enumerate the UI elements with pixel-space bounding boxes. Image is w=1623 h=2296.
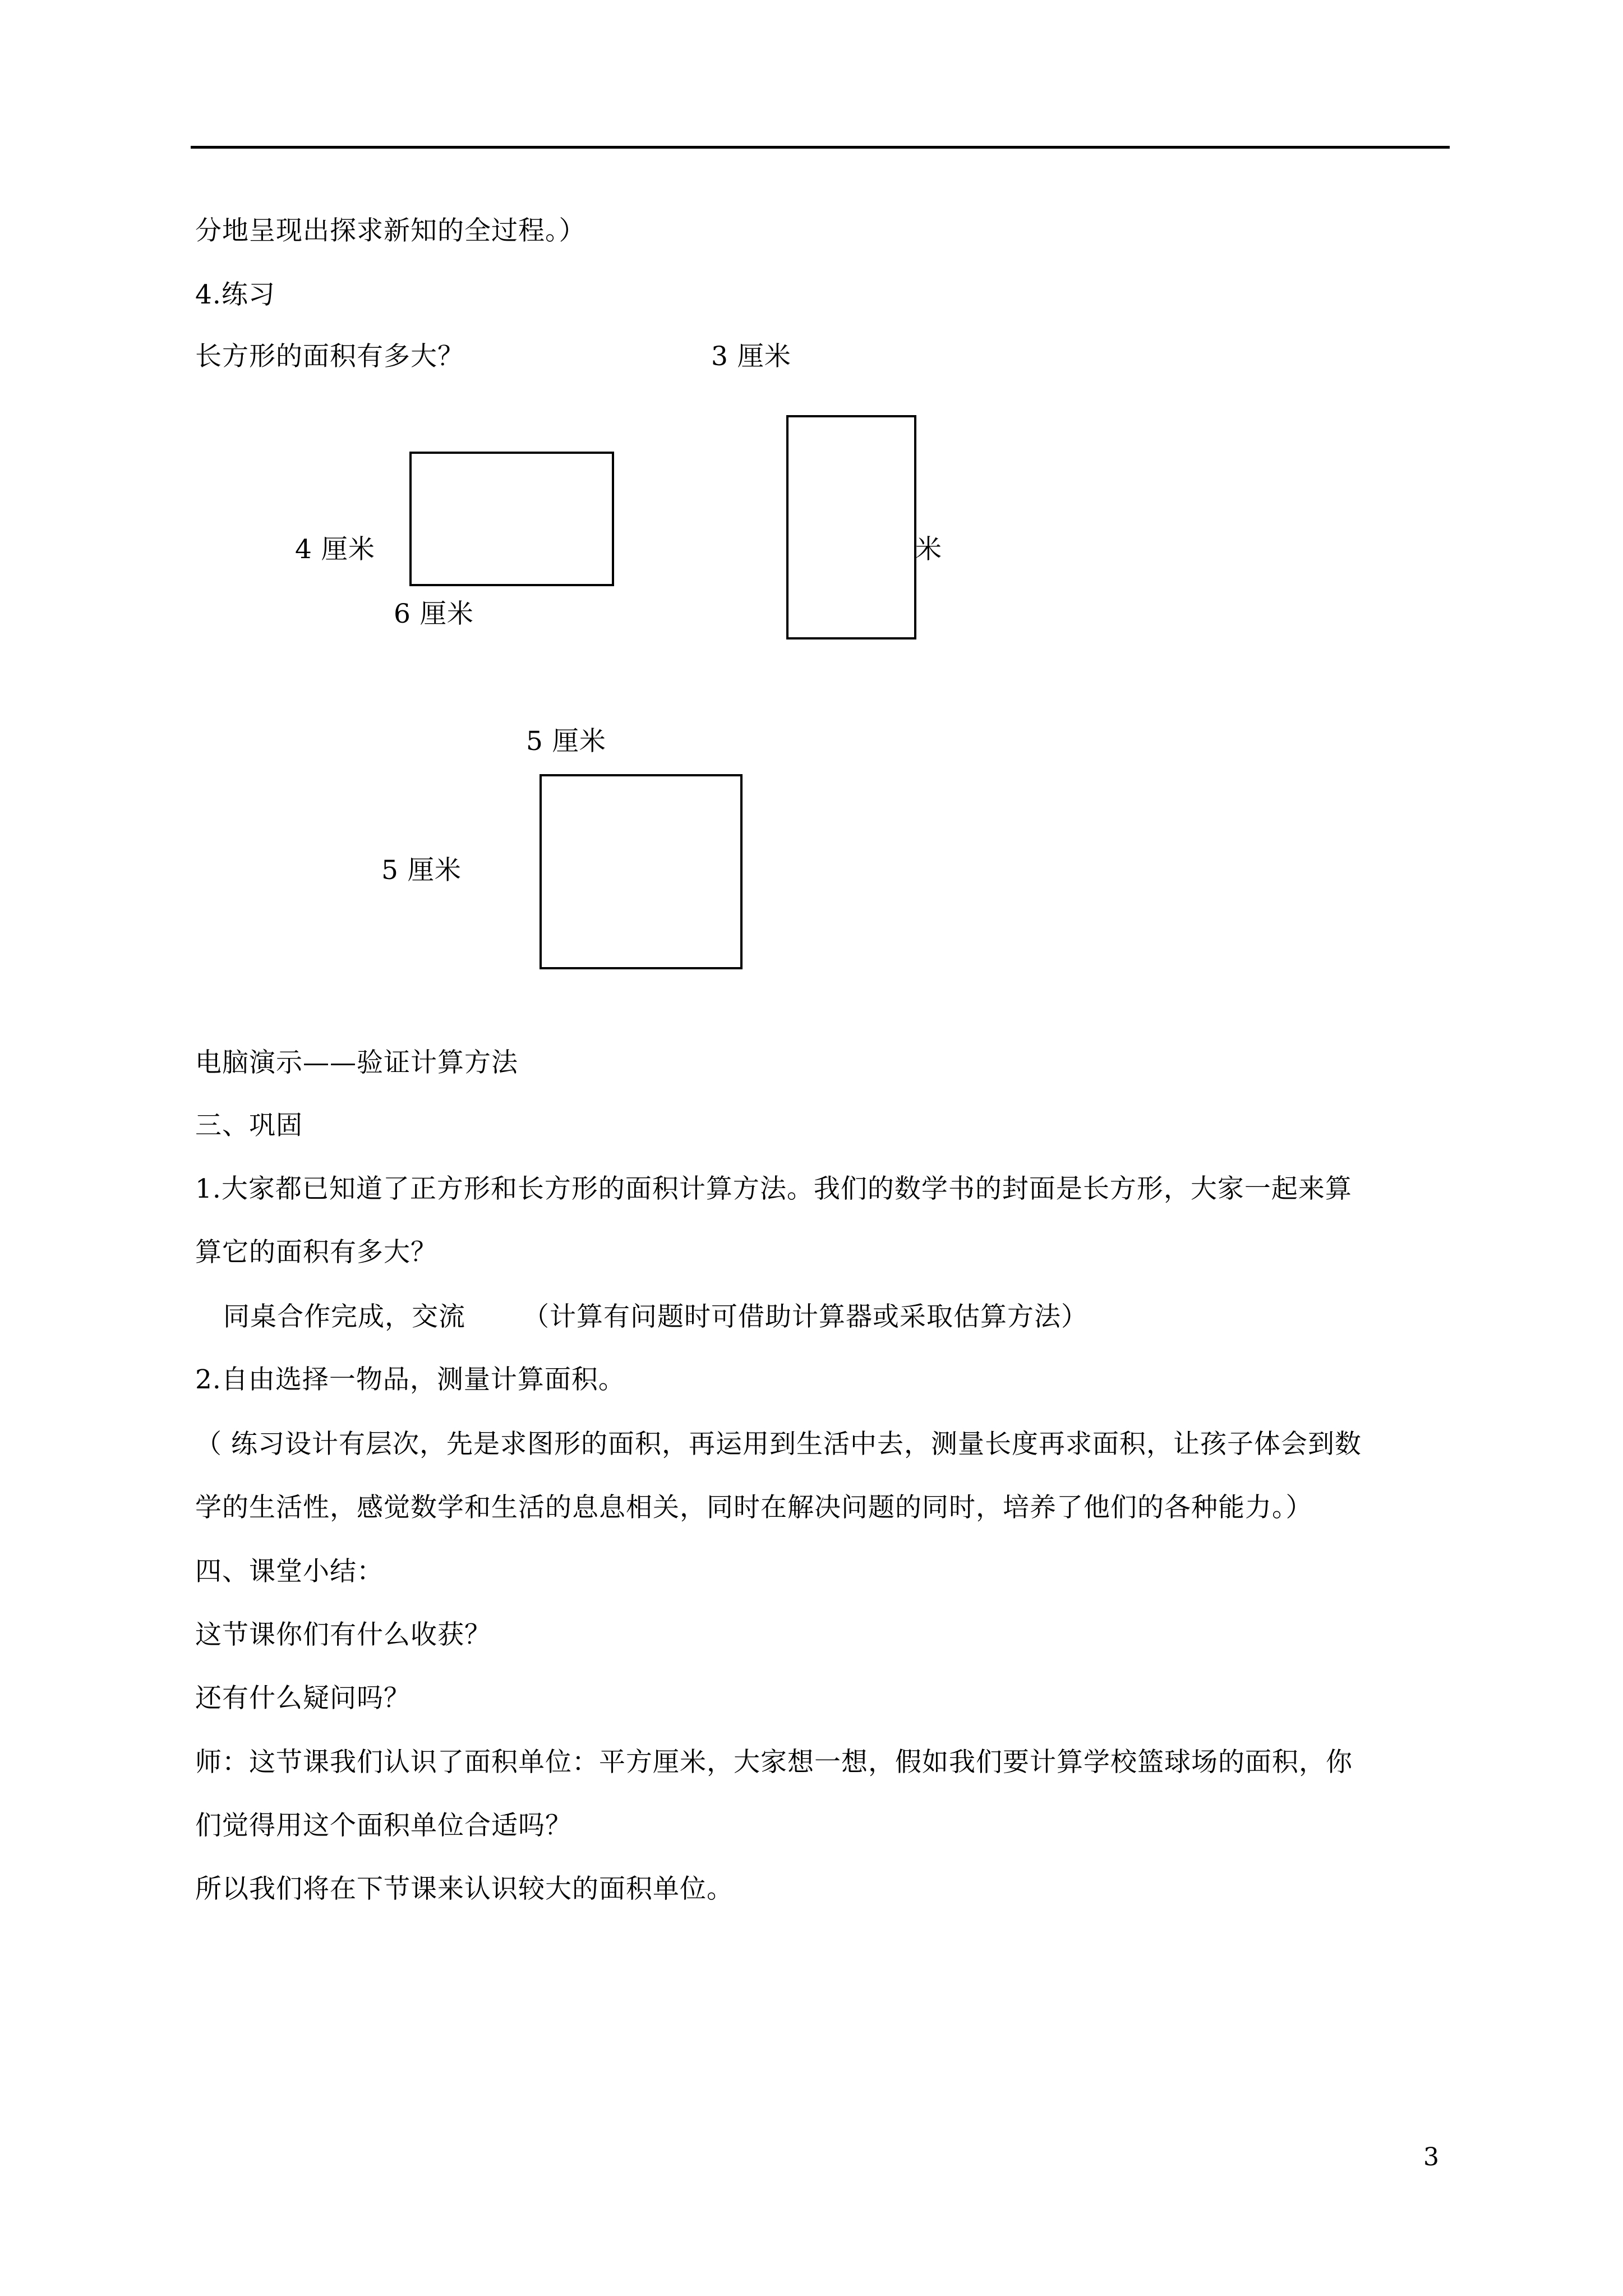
- text-line-next-lesson: 所以我们将在下节课来认识较大的面积单位。: [195, 1874, 734, 1904]
- question-rectangle-area: 长方形的面积有多大？: [195, 341, 464, 372]
- text-line-design-note-b: 学的生活性，感觉数学和生活的息息相关，同时在解决问题的同时，培养了他们的各种能力。）: [195, 1492, 1313, 1523]
- text-line-teacher-a: 师：这节课我们认识了面积单位：平方厘米，大家想一想，假如我们要计算学校篮球场的面积，你: [195, 1747, 1353, 1778]
- header-rule: [191, 146, 1450, 149]
- section-heading-practice: 4.练习: [195, 279, 275, 310]
- rectangle-figure-1: [409, 452, 614, 586]
- text-line-design-note-a: （ 练习设计有层次，先是求图形的面积，再运用到生活中去，测量长度再求面积，让孩子体会到数: [195, 1429, 1362, 1460]
- rect1-height-label: 4 厘米: [295, 534, 375, 565]
- rect2-height-label: 米: [915, 534, 942, 565]
- section-heading-consolidate: 三、巩固: [195, 1110, 303, 1141]
- square-top-label: 5 厘米: [526, 726, 606, 757]
- rectangle-figure-2: [786, 415, 916, 639]
- rect1-width-label: 6 厘米: [394, 599, 474, 629]
- section-heading-summary: 四、课堂小结：: [195, 1556, 384, 1587]
- text-line-any-questions: 还有什么疑问吗？: [195, 1683, 411, 1714]
- text-line-exercise-1b: 算它的面积有多大？: [195, 1237, 437, 1268]
- square-figure: [540, 774, 743, 969]
- text-line-teacher-b: 们觉得用这个面积单位合适吗？: [195, 1810, 572, 1841]
- rect2-width-label: 3 厘米: [711, 341, 791, 372]
- text-line-exercise-1a: 1.大家都已知道了正方形和长方形的面积计算方法。我们的数学书的封面是长方形，大家一起来算: [195, 1174, 1352, 1204]
- page-number: 3: [1423, 2143, 1439, 2171]
- text-line-what-gained: 这节课你们有什么收获？: [195, 1619, 491, 1650]
- square-side-label: 5 厘米: [381, 855, 462, 886]
- text-line-pair-work: 同桌合作完成，交流: [223, 1301, 465, 1332]
- text-line-computer-demo: 电脑演示——验证计算方法: [195, 1047, 518, 1078]
- text-line-calc-note: （计算有问题时可借助计算器或采取估算方法）: [523, 1301, 1088, 1332]
- text-line-1: 分地呈现出探求新知的全过程。）: [195, 215, 586, 246]
- text-line-exercise-2: 2.自由选择一物品，测量计算面积。: [195, 1364, 625, 1395]
